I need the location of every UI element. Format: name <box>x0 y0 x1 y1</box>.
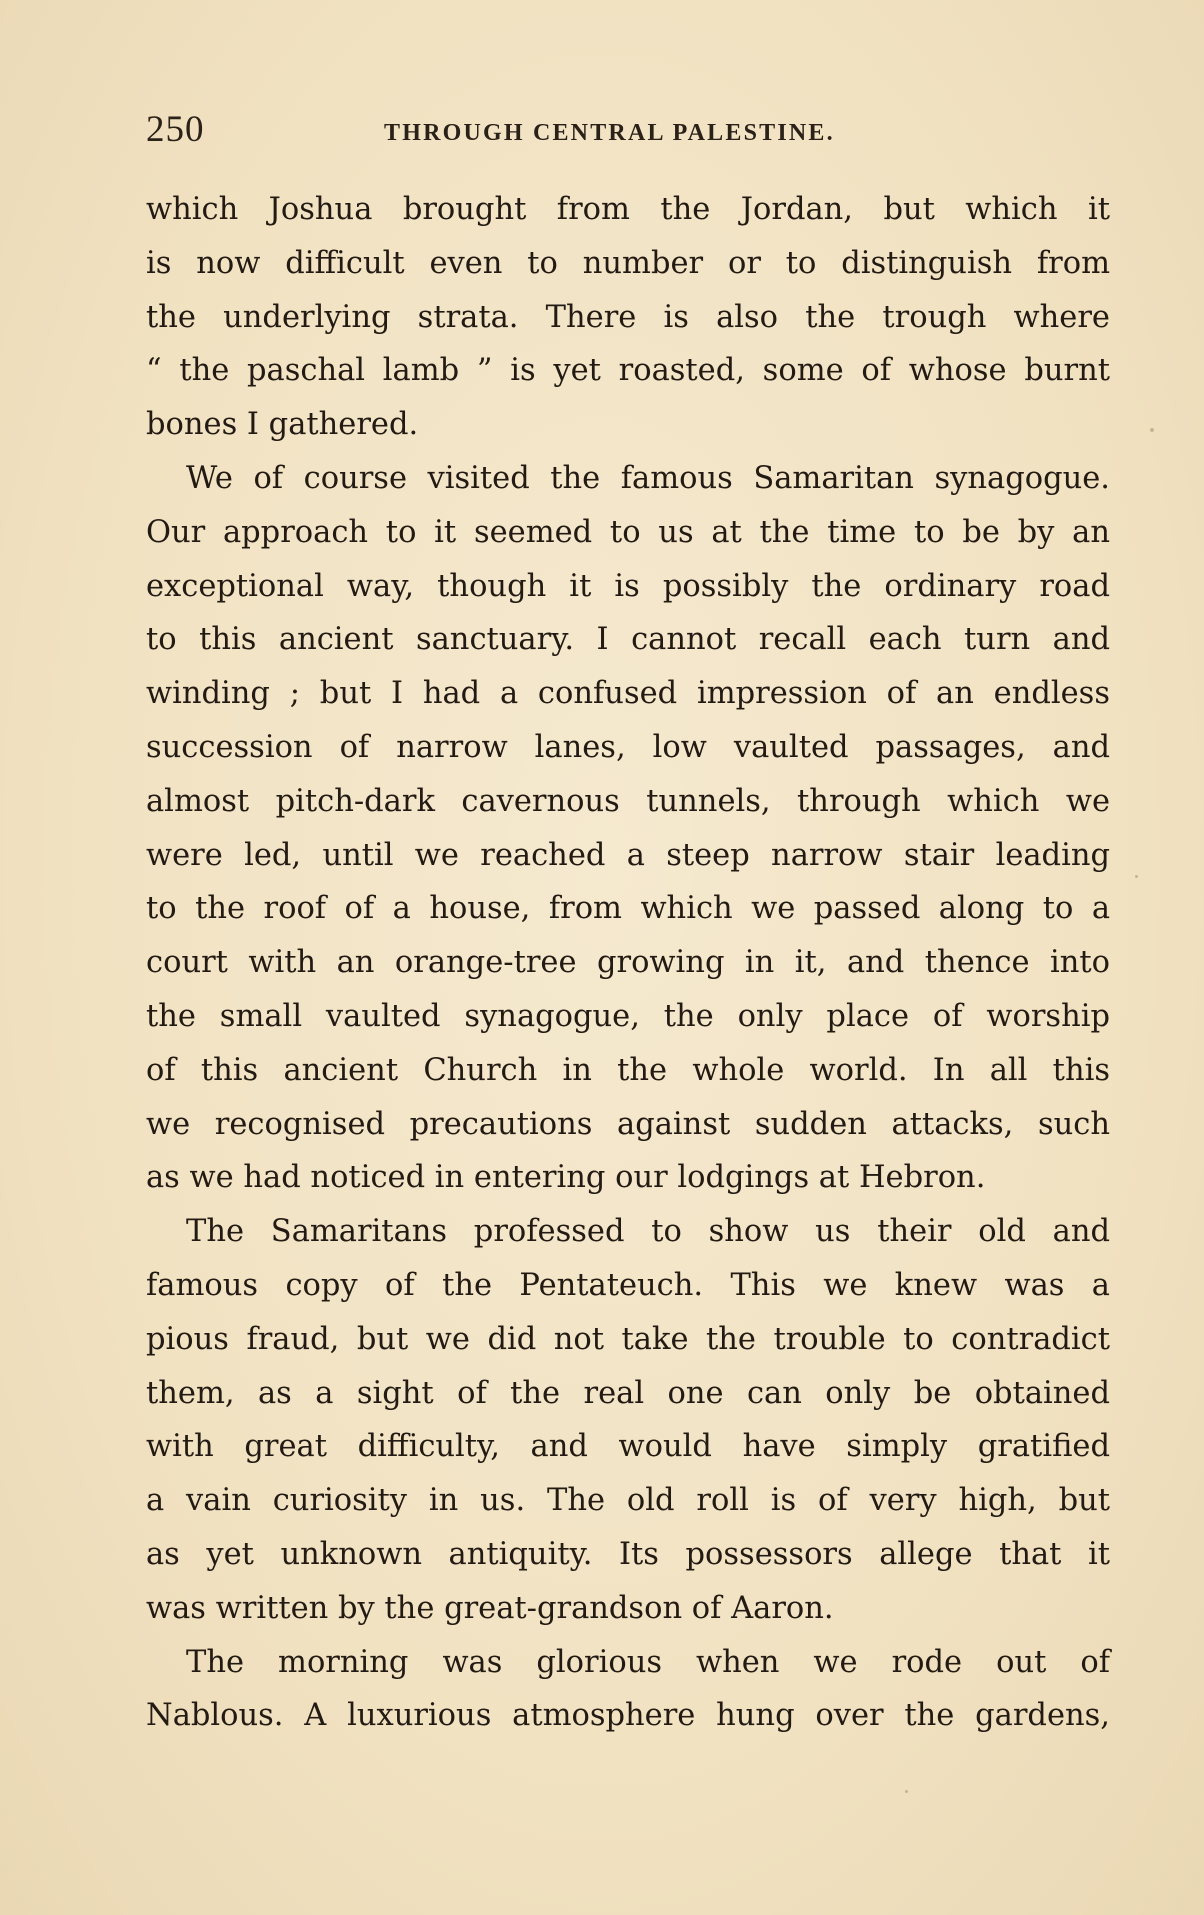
text-line: a vain curiosity in us. The old roll is of very high, but <box>146 1483 1110 1519</box>
text-line: to the roof of a house, from which we passed along to a <box>146 891 1110 927</box>
text-line: which Joshua brought from the Jordan, but which it <box>146 192 1110 227</box>
page-header <box>146 108 1106 158</box>
text-line: them, as a sight of the real one can only be obtained <box>146 1375 1110 1411</box>
text-line: of this ancient Church in the whole world. In all this <box>146 1052 1110 1088</box>
text-line: as we had noticed in entering our lodgings at Hebron. <box>146 1160 986 1196</box>
text-line: were led, until we reached a steep narrow stair leading <box>146 837 1110 873</box>
paper-speck <box>905 1790 908 1793</box>
text-line: We of course visited the famous Samaritan synagogue. <box>186 460 1110 496</box>
running-title: THROUGH CENTRAL PALESTINE. <box>384 120 835 146</box>
text-line: as yet unknown antiquity. Its possessors allege that it <box>146 1536 1110 1572</box>
text-line: Our approach to it seemed to us at the time to be by an <box>146 514 1110 550</box>
text-line: The morning was glorious when we rode out of <box>186 1644 1110 1680</box>
text-line: famous copy of the Pentateuch. This we knew was a <box>146 1267 1110 1303</box>
text-line: succession of narrow lanes, low vaulted passages, and <box>146 729 1110 765</box>
text-line: winding ; but I had a confused impression of an endless <box>146 676 1110 712</box>
page-number: 250 <box>146 109 205 150</box>
paper-speck <box>1135 875 1138 878</box>
body-text <box>146 183 1110 1743</box>
text-line: was written by the great-grandson of Aaron. <box>146 1590 834 1626</box>
text-line: the underlying strata. There is also the trough where <box>146 299 1110 335</box>
text-line: Nablous. A luxurious atmosphere hung over the gardens, <box>146 1698 1110 1734</box>
text-line: pious fraud, but we did not take the trouble to contradict <box>146 1321 1110 1357</box>
text-line: almost pitch-dark cavernous tunnels, through which we <box>146 783 1110 819</box>
text-line: exceptional way, though it is possibly the ordinary road <box>146 568 1110 604</box>
text-line: we recognised precautions against sudden attacks, such <box>146 1106 1110 1142</box>
text-line: court with an orange-tree growing in it, and thence into <box>146 945 1110 981</box>
text-line: to this ancient sanctuary. I cannot recall each turn and <box>146 622 1110 658</box>
paper-speck <box>1150 428 1154 432</box>
text-line: “ the paschal lamb ” is yet roasted, some of whose burnt <box>146 353 1110 389</box>
text-line: with great difficulty, and would have simply gratified <box>146 1429 1110 1465</box>
text-line: the small vaulted synagogue, the only place of worship <box>146 998 1110 1034</box>
text-line: The Samaritans professed to show us their old and <box>186 1214 1110 1250</box>
text-line: is now difficult even to number or to distinguish from <box>146 245 1110 281</box>
text-line: bones I gathered. <box>146 407 419 443</box>
